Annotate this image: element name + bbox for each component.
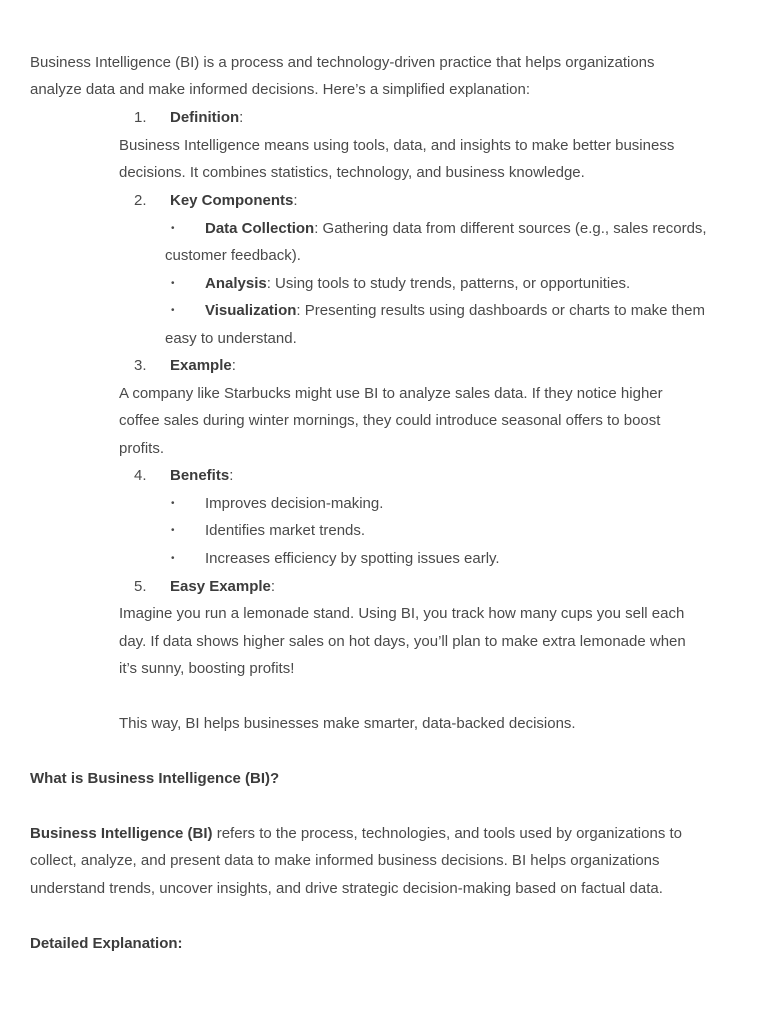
section-3-colon: : [231,357,236,374]
section-5-heading [170,577,275,597]
benefit-item: Increases efficiency by spotting issues early. [205,550,500,567]
section-5-colon: : [270,578,276,595]
section-3-body-line-3: profits. [119,440,165,457]
list-number-4: 4. [134,467,147,484]
heading-what-is-bi-text: What is Business Intelligence (BI)? [30,770,280,787]
section-1-body-line-2: decisions. It combines statistics, technology, and business knowledge. [119,164,585,181]
component-term: Visualization [205,302,297,319]
bullet-marker: • [171,498,175,509]
bullet-marker: • [171,553,175,564]
section-3-body-line-1: A company like Starbucks might use BI to analyze sales data. If they notice higher [119,385,663,402]
section-3-body-line-2: coffee sales during winter mornings, they could introduce seasonal offers to boost [119,412,661,429]
component-data-collection [205,219,707,239]
section-5-body-line-2: day. If data shows higher sales on hot days, you’ll plan to make extra lemonade when [119,633,686,650]
definition-line-1-text: refers to the process, technologies, and tools used by organizations to [212,825,682,842]
section-3-heading [170,356,236,376]
component-visualization-cont: easy to understand. [165,330,297,347]
section-5-title: Easy Example [170,578,271,595]
component-visualization [205,301,705,321]
definition-line-2: collect, analyze, and present data to make informed business decisions. BI helps organizations [30,852,660,869]
section-1-heading [170,108,243,128]
section-1-body-line-1: Business Intelligence means using tools, data, and insights to make better business [119,137,675,154]
list-number-1: 1. [134,109,147,126]
component-term: Data Collection [205,220,315,237]
section-4-title: Benefits [170,467,230,484]
section-5-body-line-1: Imagine you run a lemonade stand. Using BI, you track how many cups you sell each [119,605,685,622]
bullet-marker: • [171,278,175,289]
section-5-body-line-3: it’s sunny, boosting profits! [119,660,295,677]
list-number-5: 5. [134,578,147,595]
section-1-colon: : [239,109,244,126]
component-term: Analysis [205,275,267,292]
definition-line-1 [30,824,682,844]
section-2-title: Key Components [170,192,294,209]
bullet-marker: • [171,525,175,536]
heading-what-is-bi [30,769,279,789]
intro-line-1: Business Intelligence (BI) is a process and technology-driven practice that helps organizations [30,54,655,71]
section-4-colon: : [229,467,234,484]
section-3-title: Example [170,357,232,374]
component-text: : Using tools to study trends, patterns, or opportunities. [266,275,631,292]
section-4-heading [170,466,233,486]
list-number-3: 3. [134,357,147,374]
component-text: : Gathering data from different sources (e.g., sales records, [314,220,707,237]
heading-detailed-explanation-text: Detailed Explanation: [30,935,183,952]
list-number-2: 2. [134,192,147,209]
benefit-item: Improves decision-making. [205,495,384,512]
bullet-marker: • [171,305,175,316]
section-2-colon: : [293,192,298,209]
definition-line-3: understand trends, uncover insights, and drive strategic decision-making based on factual data. [30,880,663,897]
definition-term: Business Intelligence (BI) [30,825,213,842]
bullet-marker: • [171,223,175,234]
heading-detailed-explanation [30,934,183,954]
benefit-item: Identifies market trends. [205,522,366,539]
closing-sentence: This way, BI helps businesses make smarter, data-backed decisions. [119,715,576,732]
component-analysis [205,274,630,294]
component-data-collection-cont: customer feedback). [165,247,301,264]
section-2-heading [170,191,298,211]
section-1-title: Definition [170,109,240,126]
component-text: : Presenting results using dashboards or charts to make them [296,302,705,319]
intro-line-2: analyze data and make informed decisions. Here’s a simplified explanation: [30,81,531,98]
